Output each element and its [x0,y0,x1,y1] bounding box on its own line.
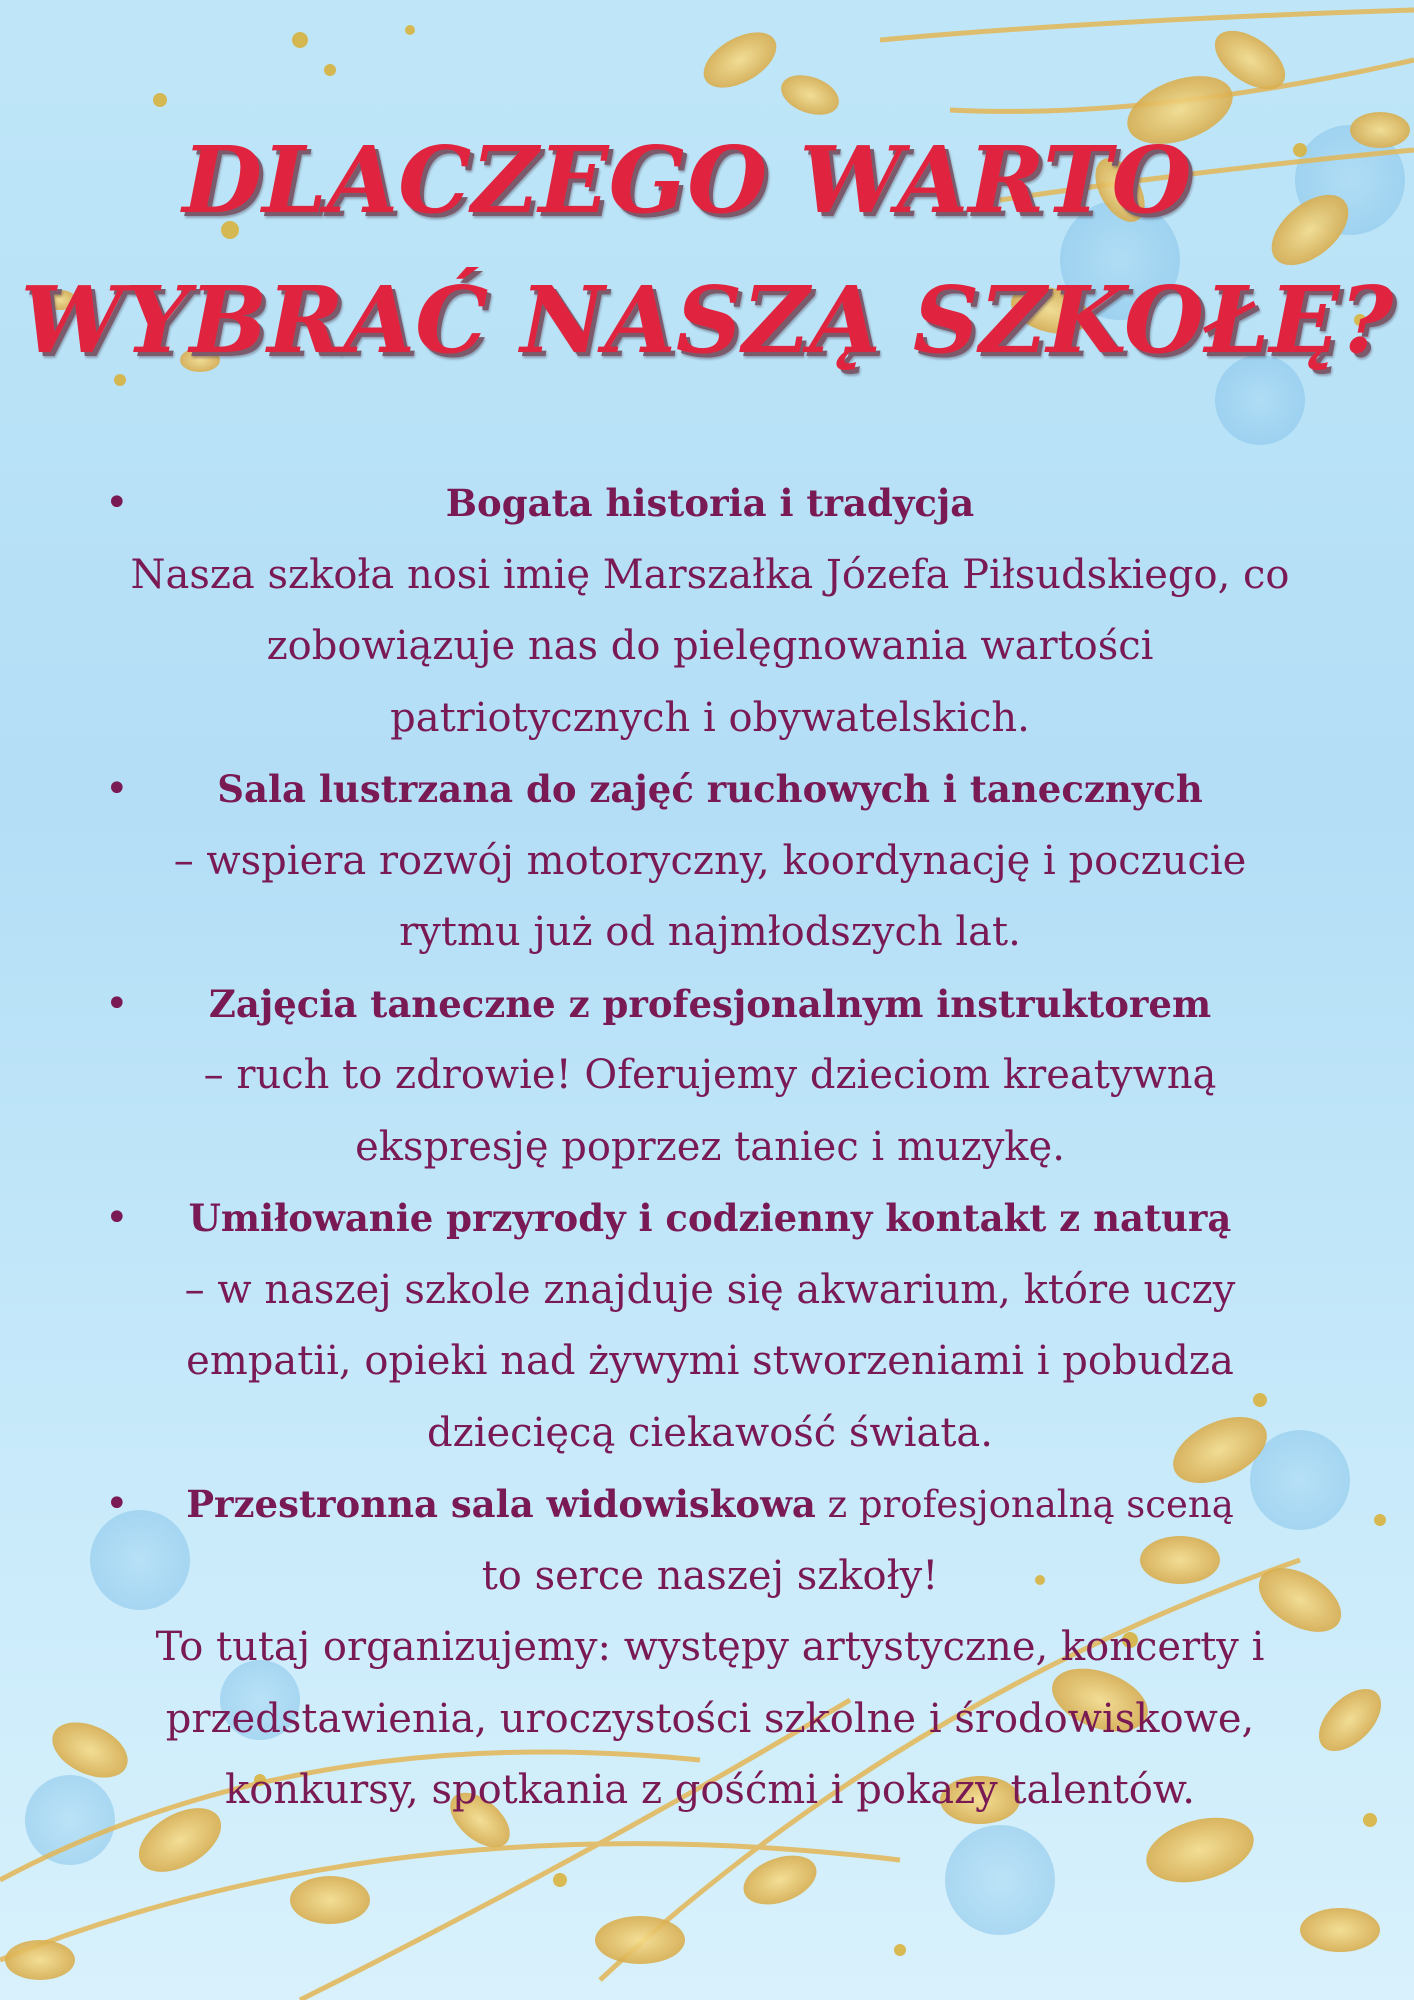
list-item-text: zobowiązuje nas do pielęgnowania wartości [266,623,1154,669]
list-item-text: dziecięcą ciekawość świata. [427,1409,993,1456]
list-item-heading [95,468,1325,540]
title-line-1: DLACZEGO WARTO [182,126,1192,234]
list-item-text: – wspiera rozwój motoryczny, koordynację i poczucie [173,837,1247,884]
list-item-text: ekspresję poprzez taniec i muzykę. [355,1123,1065,1170]
list-item-text: empatii, opieki nad żywymi stworzeniami i pobudza [186,1338,1234,1384]
list-item-text: to serce naszej szkoły! [481,1552,939,1599]
bullet-icon: • [105,1195,129,1241]
list-item-heading [95,969,1325,1041]
section-heading: Zajęcia taneczne z profesjonalnym instruktorem [208,981,1212,1026]
bullet-icon: • [105,1481,129,1527]
page-title [0,110,1414,390]
list-item-text: rytmu już od najmłodszych lat. [399,909,1021,955]
list-item-heading [95,754,1325,826]
bullet-icon: • [105,480,129,526]
list-item-text: To tutaj organizujemy: występy artystyczne, koncerty i [155,1624,1265,1670]
list-item-heading [95,1183,1325,1255]
section-heading: Przestronna sala widowiskowa [186,1482,816,1526]
section-heading: Umiłowanie przyrody i codzienny kontakt z naturą [188,1196,1232,1240]
list-item-text: patriotycznych i obywatelskich. [390,694,1030,741]
section-heading: Bogata historia i tradycja [445,481,975,525]
list-item-text: – ruch to zdrowie! Oferujemy dzieciom kreatywną [203,1052,1217,1098]
reasons-list [95,468,1325,1827]
bullet-icon: • [105,980,129,1027]
section-heading-tail: z profesjonalną sceną [815,1483,1234,1526]
bullet-icon: • [105,766,129,812]
title-line-2: WYBRAĆ NASZĄ SZKOŁĘ? [20,266,1394,374]
list-item-text: Nasza szkoła nosi imię Marszałka Józefa Piłsudskiego, co [130,551,1290,598]
list-item-heading [95,1469,1325,1541]
list-item-text: – w naszej szkole znajduje się akwarium, które uczy [184,1266,1236,1313]
list-item-text: przedstawienia, uroczystości szkolne i środowiskowe, [165,1695,1255,1742]
list-item-text: konkursy, spotkania z gośćmi i pokazy talentów. [225,1767,1195,1813]
section-heading: Sala lustrzana do zajęć ruchowych i tanecznych [217,767,1203,811]
